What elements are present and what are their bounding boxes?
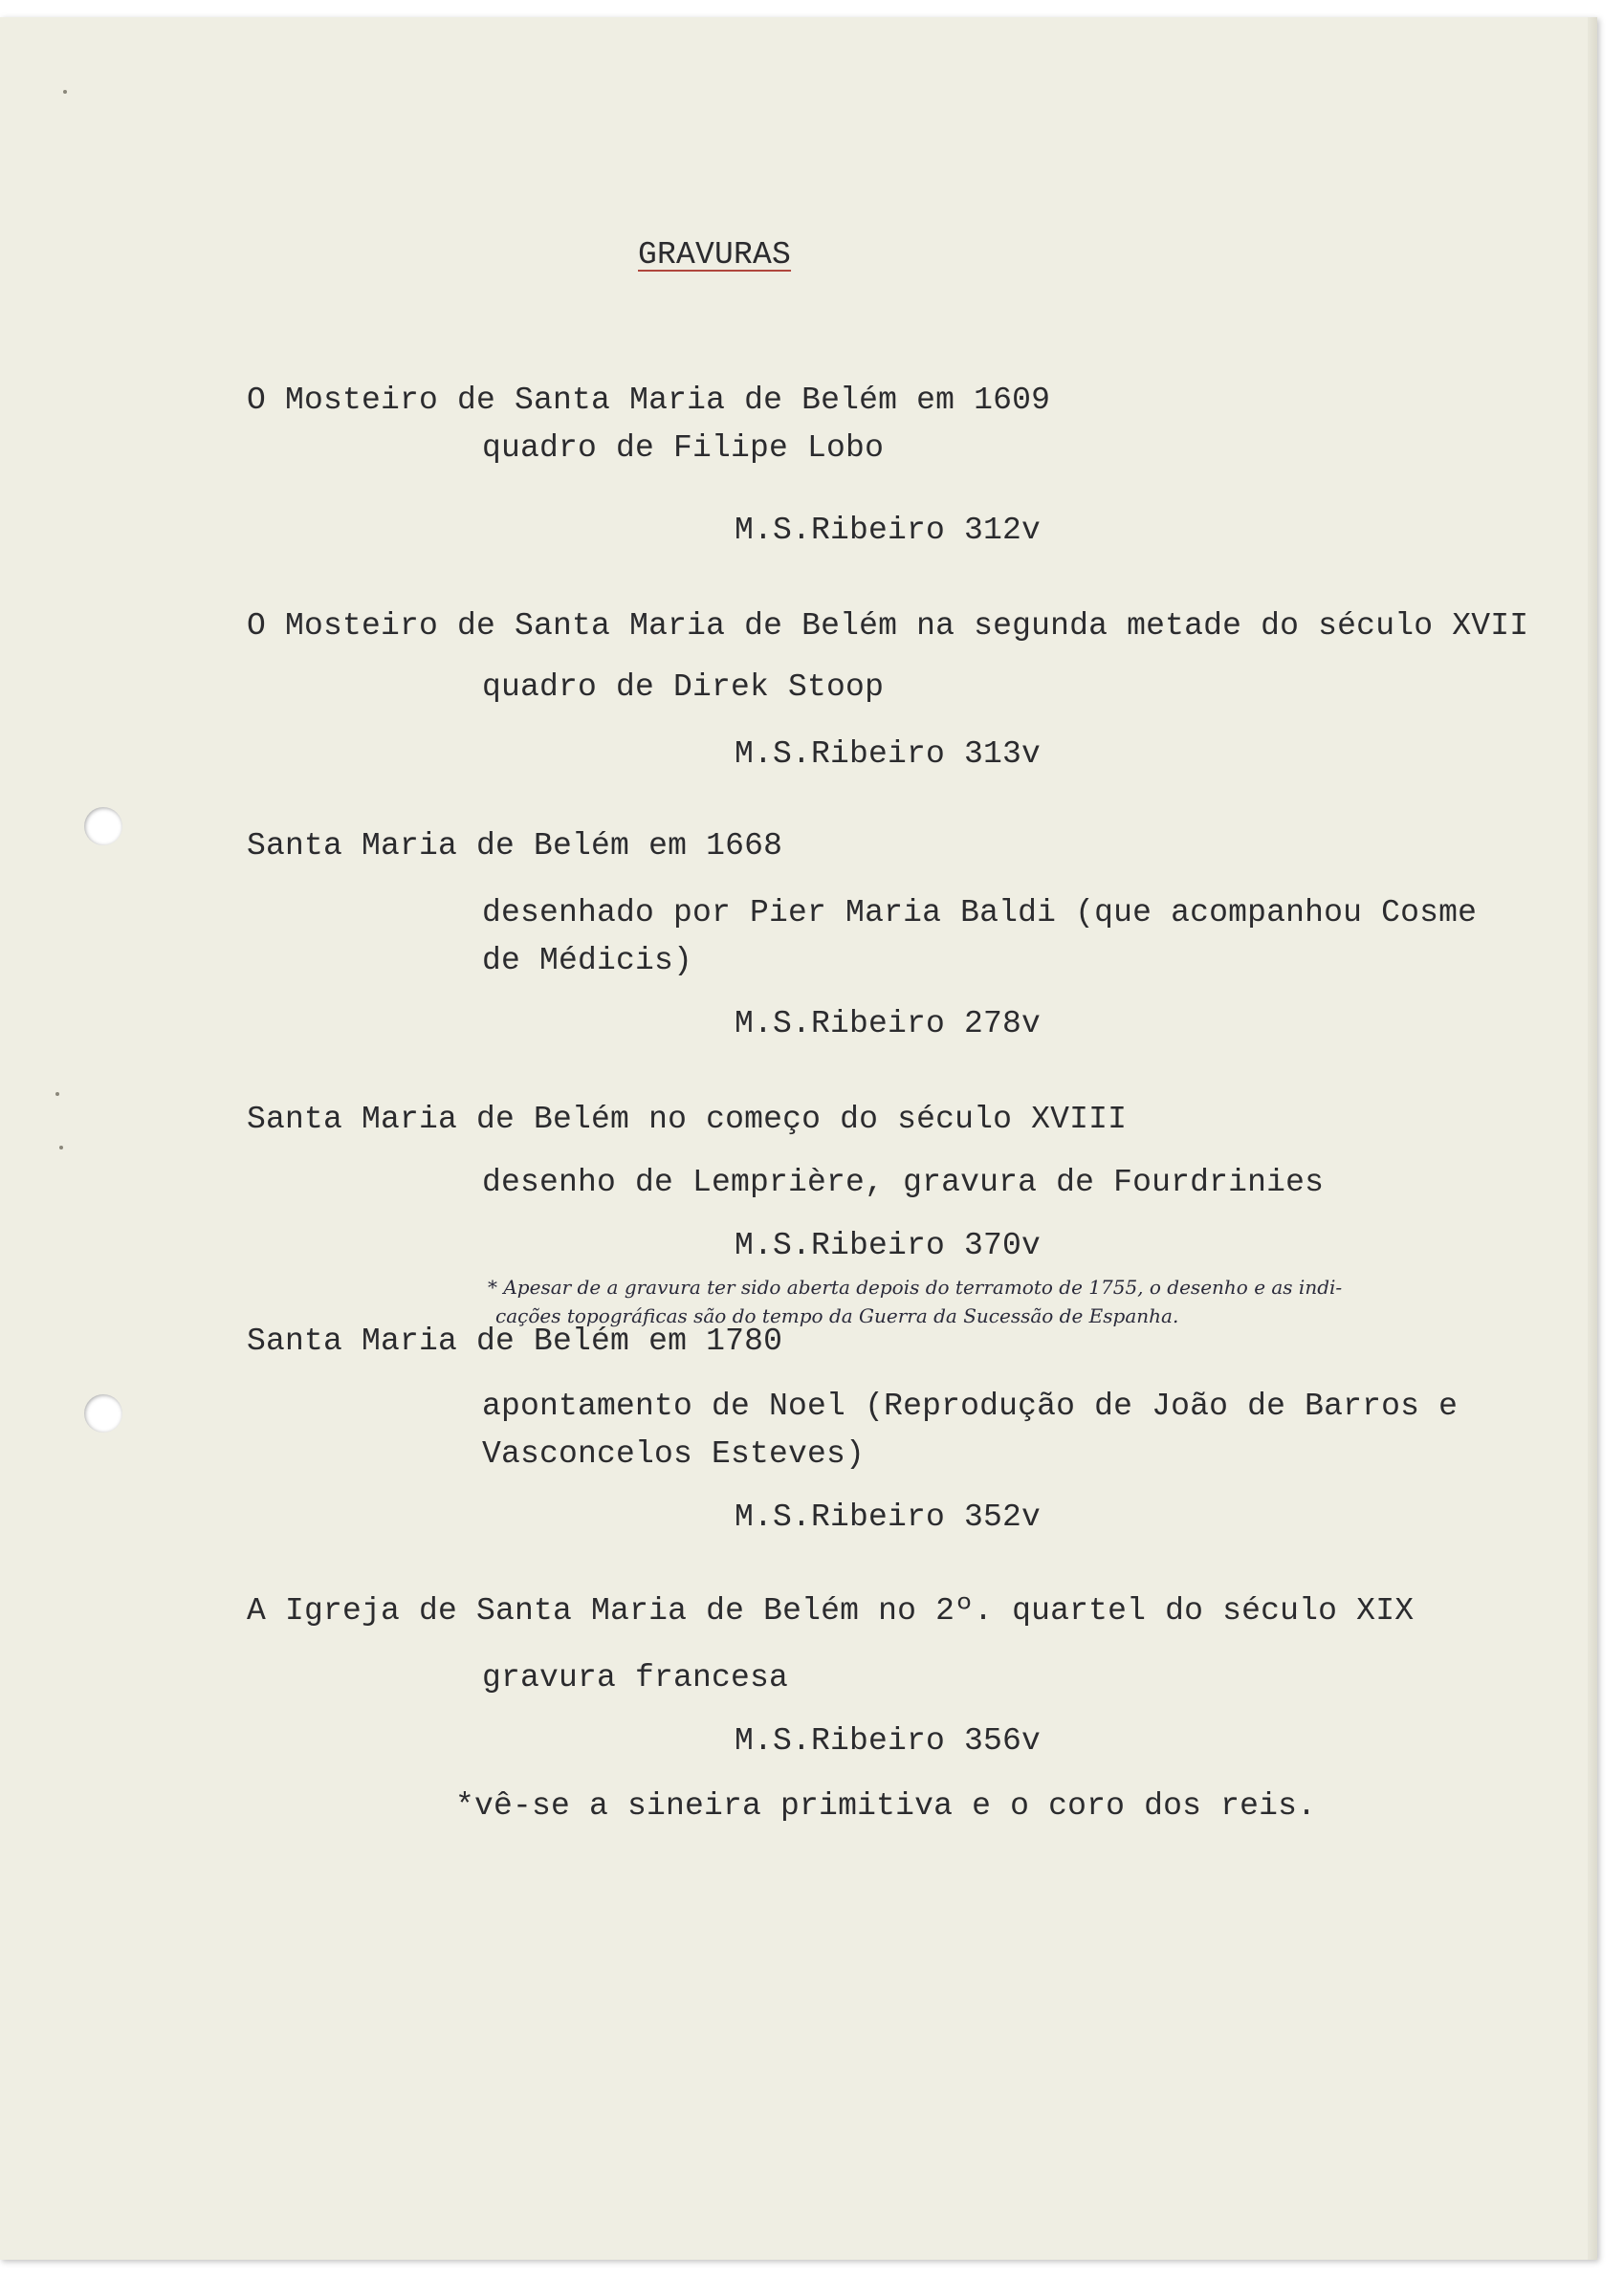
paper-speck	[63, 90, 67, 94]
page-edge	[1588, 17, 1597, 2260]
punch-hole	[84, 807, 122, 845]
paper-speck	[59, 1146, 63, 1149]
page-title: GRAVURAS	[638, 237, 792, 273]
entry-detail: desenhado por Pier Maria Baldi (que acompanhou Cosme	[482, 895, 1478, 930]
entry-detail: desenho de Lemprière, gravura de Fourdrinies	[482, 1165, 1325, 1200]
entry-heading: O Mosteiro de Santa Maria de Belém em 1609	[247, 383, 1051, 418]
entry-detail: quadro de Direk Stoop	[482, 669, 885, 705]
entry-heading: Santa Maria de Belém em 1668	[247, 828, 783, 864]
entry-heading: Santa Maria de Belém no começo do século XVIII	[247, 1102, 1128, 1137]
document-page	[0, 17, 1597, 2260]
entry-heading: A Igreja de Santa Maria de Belém no 2º. quartel do século XIX	[247, 1593, 1415, 1629]
entry-detail: apontamento de Noel (Reprodução de João de Barros e	[482, 1389, 1459, 1424]
entry-reference: M.S.Ribeiro 370v	[735, 1228, 1042, 1263]
entry-footnote: *vê-se a sineira primitiva e o coro dos reis.	[455, 1788, 1317, 1824]
entry-reference: M.S.Ribeiro 312v	[735, 513, 1042, 548]
entry-reference: M.S.Ribeiro 313v	[735, 736, 1042, 772]
entry-detail: de Médicis)	[482, 943, 693, 978]
entry-heading: Santa Maria de Belém em 1780	[247, 1324, 783, 1359]
punch-hole	[84, 1394, 122, 1433]
entry-detail: quadro de Filipe Lobo	[482, 430, 885, 466]
entry-detail: Vasconcelos Esteves)	[482, 1436, 866, 1472]
entry-heading: O Mosteiro de Santa Maria de Belém na segunda metade do século XVII	[247, 608, 1529, 644]
entry-detail: gravura francesa	[482, 1660, 789, 1696]
entry-reference: M.S.Ribeiro 352v	[735, 1499, 1042, 1535]
handwritten-note: * Apesar de a gravura ter sido aberta depois do terramoto de 1755, o desenho e as indi-	[488, 1276, 1343, 1299]
entry-reference: M.S.Ribeiro 278v	[735, 1006, 1042, 1041]
paper-speck	[55, 1092, 59, 1096]
handwritten-note: cações topográficas são do tempo da Guerra da Sucessão de Espanha.	[495, 1304, 1179, 1327]
entry-reference: M.S.Ribeiro 356v	[735, 1723, 1042, 1759]
